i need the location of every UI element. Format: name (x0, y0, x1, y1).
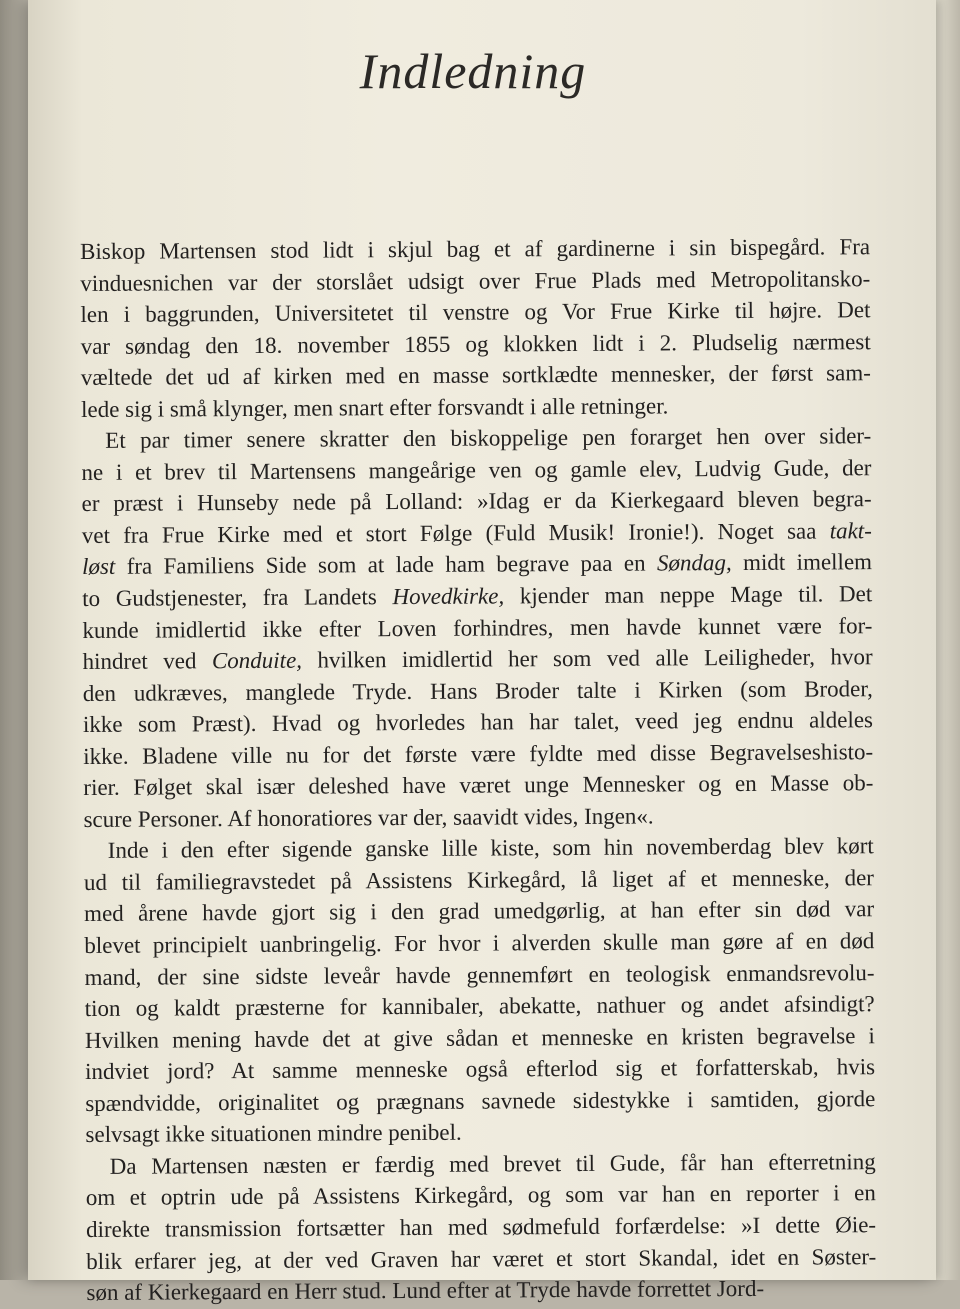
body-text (80, 231, 877, 1308)
text-segment: kjender man neppe Mage til. Det (504, 581, 873, 609)
text-segment: tion og kaldt præsterne for kannibaler, abekatte, nathuer og andet afsindigt? (84, 991, 875, 1022)
text-segment: to Gudstjenester, fra Landets (82, 584, 393, 612)
italic-text: løst (81, 554, 116, 580)
italic-text: Søndag, (656, 550, 732, 576)
text-segment: rier. Følget skal især deleshed have været unge Mennesker og en Masse ob- (83, 770, 874, 801)
text-line (81, 420, 871, 456)
text-segment: Et par timer senere skratter den biskoppelige pen forarget hen over sider- (105, 423, 872, 454)
text-line (85, 988, 875, 1024)
text-segment: blik erfarer jeg, at der ved Graven har været et stort Skandal, idet en Søster- (86, 1243, 877, 1274)
text-line (82, 547, 872, 583)
text-line (83, 641, 873, 677)
text-line (83, 736, 873, 772)
text-segment: spændvidde, originalitet og prægnans savnede sidestykke i samtiden, gjorde (85, 1085, 876, 1116)
text-line (86, 1209, 876, 1245)
text-segment: mand, der sine sidste leveår havde gennemført en teologisk enmandsrevolu- (84, 959, 875, 990)
text-segment: ne i et brev til Martensens mangeårige ven og gamle elev, Ludvig Gude, der (81, 454, 872, 485)
italic-text: Hovedkirke, (392, 583, 505, 610)
text-segment: direkte transmission fortsætter han med sødmefuld forfærdelse: »I dette Øie- (85, 1212, 877, 1242)
text-segment: Inde i den efter sigende ganske lille kiste, som hin novemberdag blev kørt (107, 833, 874, 864)
text-segment: vinduesnichen var der storslået udsigt over Frue Plads med Metropolitansko- (80, 265, 871, 296)
text-line (81, 357, 871, 393)
text-segment: midt imellem (731, 549, 873, 576)
text-line (86, 1178, 876, 1214)
text-segment: ikke. Bladene ville nu for det første være fyldte med disse Begravelseshisto- (83, 738, 874, 769)
text-segment: fra Familiens Side som at lade ham begrave paa en (115, 550, 658, 580)
text-segment: blevet principielt uanbringelig. For hvor i alverden skulle man gøre af en død (84, 928, 875, 959)
paragraph (81, 420, 873, 835)
text-segment: lede sig i små klynger, men snart efter forsvandt i alle retninger. (80, 393, 669, 422)
text-segment: søn af Kierkegaard en Herr stud. Lund efter at Tryde havde forrettet Jord- (86, 1275, 765, 1306)
text-segment: vet fra Frue Kirke med et stort Følge (Fuld Musik! Ironie!). Noget saa (81, 518, 830, 548)
text-line (85, 1083, 875, 1119)
text-segment: Da Martensen næsten er færdig med brevet til Gude, får han efterretning (109, 1149, 876, 1179)
text-line (86, 1272, 876, 1308)
text-line (81, 389, 871, 425)
text-segment: hvilken imidlertid her som ved alle Leiligheder, hvor (301, 644, 873, 673)
text-segment: ud til familiegravstedet på Assistens Kirkegård, lå liget af et menneske, der (83, 865, 875, 895)
paragraph (80, 231, 871, 425)
text-segment: Hvilken mening havde det at give sådan et menneske en kristen begravelse i (84, 1022, 875, 1053)
text-segment: hindret ved (82, 648, 212, 675)
text-segment: indviet jord? At samme menneske også efterlod sig et forfatterskab, hvis (85, 1054, 876, 1085)
text-line (82, 610, 872, 646)
text-line (80, 263, 870, 299)
text-segment: den udkræves, manglede Tryde. Hans Broder talte i Kirken (som Broder, (82, 675, 873, 706)
text-segment: var søndag den 18. november 1855 og klokken lidt i 2. Pludselig nærmest (80, 328, 871, 359)
text-line (82, 484, 872, 520)
text-line (83, 767, 873, 803)
text-segment: kunde imidlertid ikke efter Loven forhindres, men havde kunnet være for- (82, 612, 873, 643)
text-segment: selvsagt ikke situationen mindre penibel. (85, 1119, 462, 1148)
italic-text: takt- (829, 518, 872, 544)
text-line (86, 1146, 876, 1182)
text-line (86, 1241, 876, 1277)
paragraph (84, 831, 876, 1151)
text-line (80, 294, 870, 330)
text-segment: scure Personer. Af honoratiores var der, saavidt vides, Ingen«. (83, 803, 654, 832)
text-line (83, 673, 873, 709)
text-line (85, 1114, 875, 1150)
paragraph (86, 1146, 877, 1309)
text-segment: len i baggrunden, Universitetet til venstre og Vor Frue Kirke til højre. Det (80, 297, 871, 328)
text-line (84, 894, 874, 930)
text-segment: Biskop Martensen stod lidt i skjul bag et af gardinerne i sin bispegård. Fra (80, 234, 871, 264)
text-line (83, 799, 873, 835)
italic-text: Conduite, (211, 647, 303, 674)
text-line (84, 862, 874, 898)
text-segment: væltede det ud af kirken med en masse sortklædte mennesker, der først sam- (80, 360, 871, 391)
text-segment: om et optrin ude på Assistens Kirkegård, og som var han en reporter i en (85, 1180, 876, 1211)
text-segment: er præst i Hunseby nede på Lolland: »Idag er da Kierkegaard bleven begra- (81, 486, 872, 517)
text-line (83, 704, 873, 740)
book-page (28, 0, 936, 1306)
text-line (84, 831, 874, 867)
text-segment: ikke som Præst). Hvad og hvorledes han har talet, veed jeg endnu aldeles (82, 707, 874, 738)
text-line (80, 231, 870, 267)
text-segment: med årene havde gjort sig i den grad umedgørlig, at han efter sin død var (84, 896, 875, 927)
chapter-title: Indledning (359, 43, 587, 99)
text-line (85, 1051, 875, 1087)
text-line (82, 515, 872, 551)
text-line (81, 326, 871, 362)
text-line (84, 925, 874, 961)
text-line (81, 452, 871, 488)
text-line (84, 957, 874, 993)
text-line (82, 578, 872, 614)
text-line (85, 1020, 875, 1056)
